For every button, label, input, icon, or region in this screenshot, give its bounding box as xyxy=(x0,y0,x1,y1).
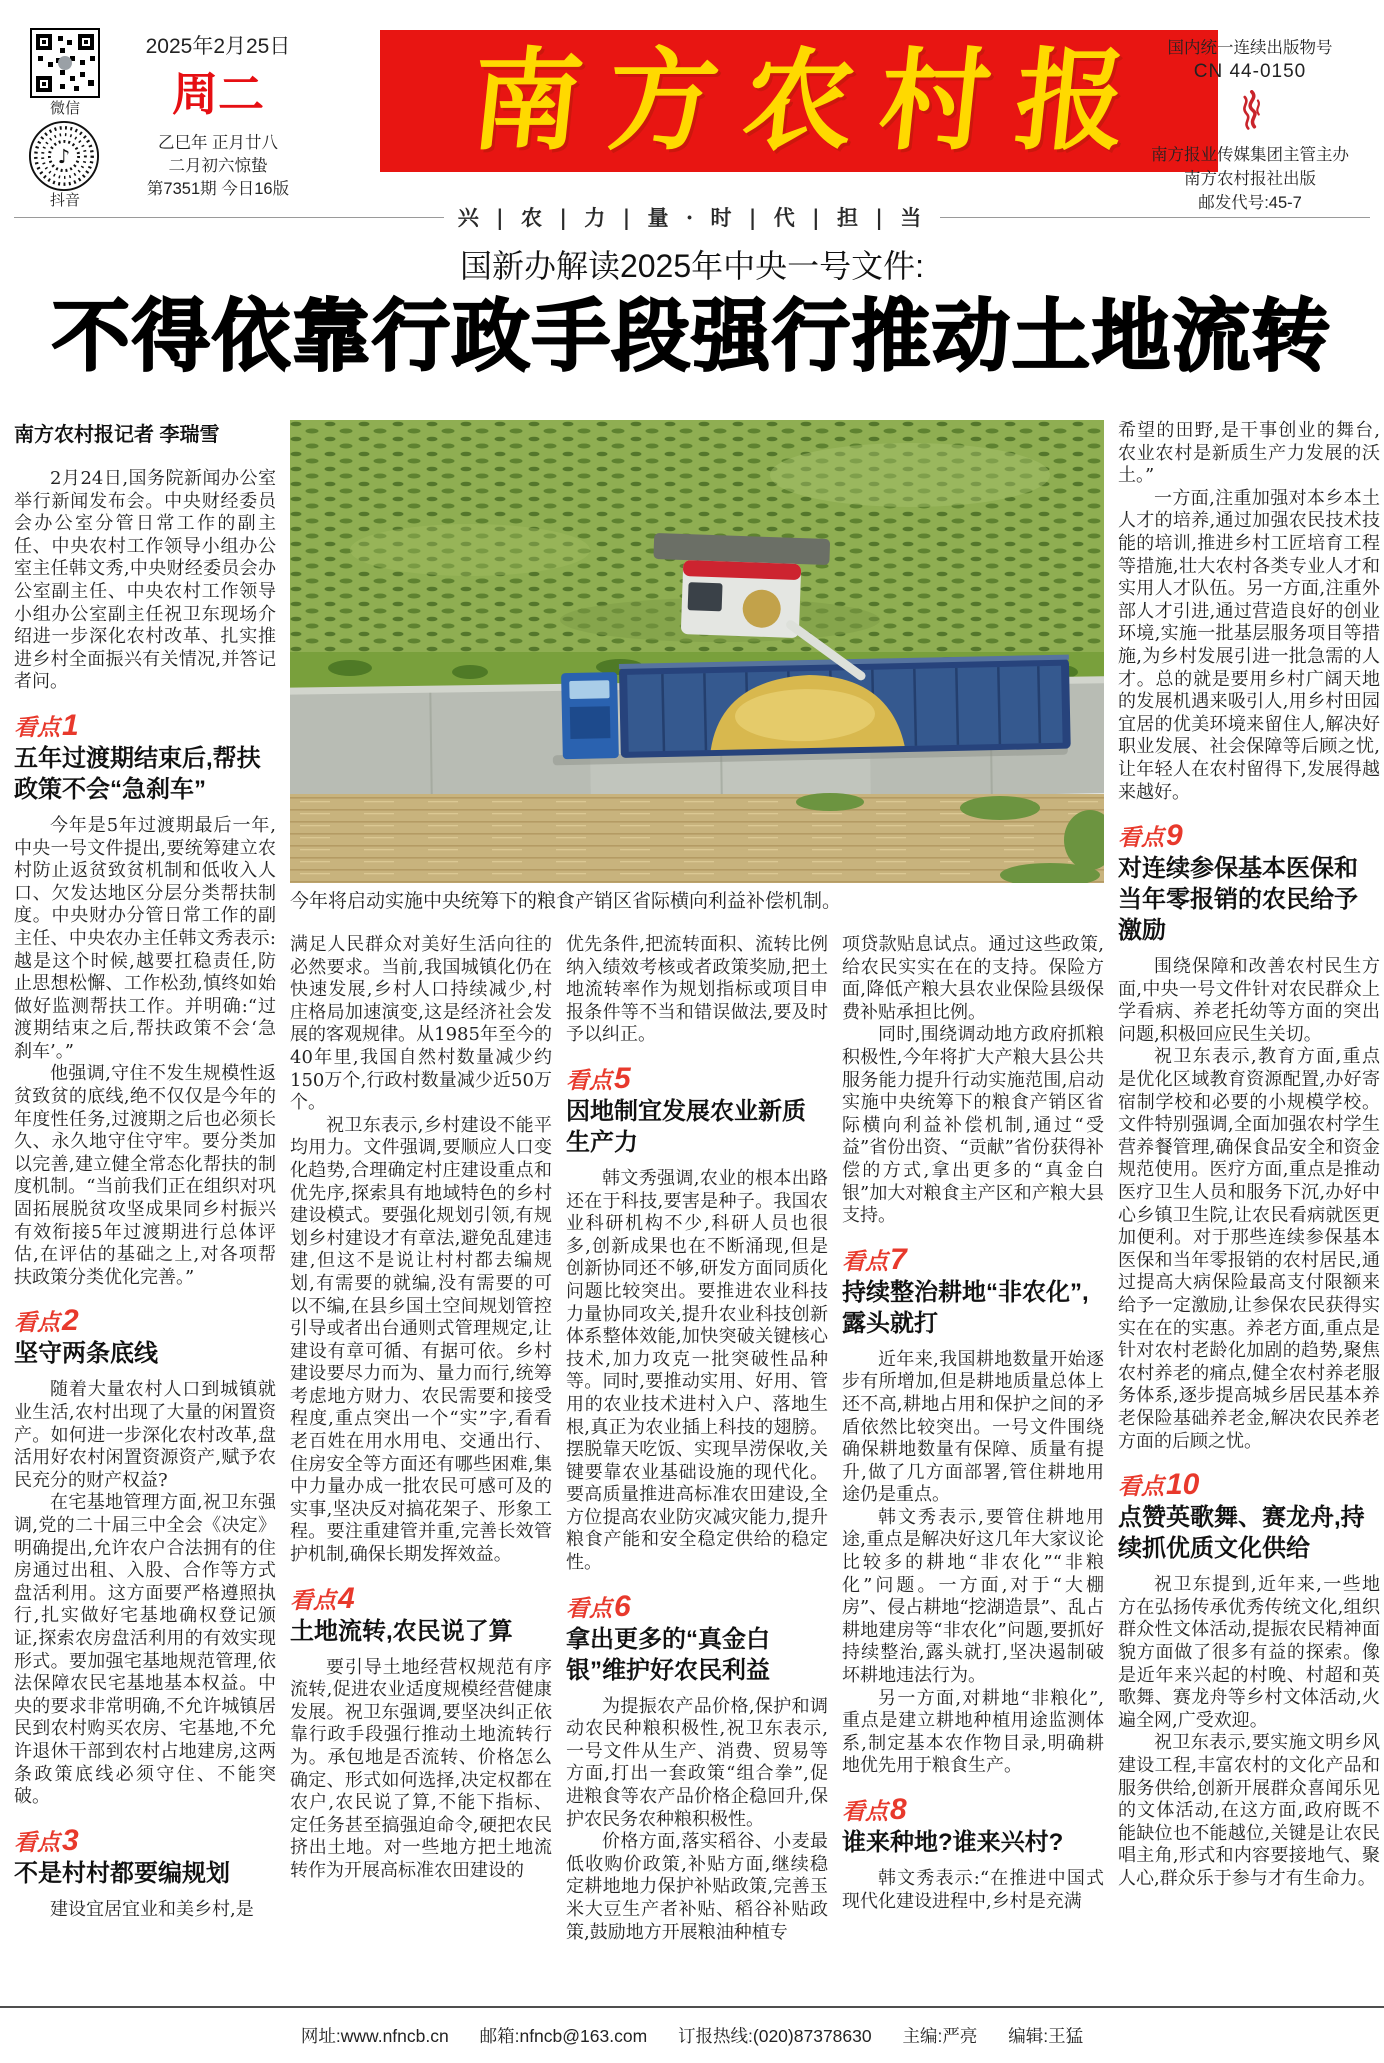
news-photo xyxy=(290,420,1104,883)
body-paragraph: 要引导土地经营权规范有序流转,促进农业适度规模经营健康发展。祝卫东强调,要坚决纠正依靠行政手段强行推动土地流转行为。承包地是否流转、价格怎么确定、形式如何选择,决定权都在农户,农民说了算,不能下指标、定任务甚至搞强迫命令,硬把农民挤出土地。对一些地方把土地流转作为开展高标准农田建设的 xyxy=(290,1656,552,1881)
section-title: 因地制宜发展农业新质生产力 xyxy=(566,1097,806,1156)
body-paragraph: 韩文秀表示:“在推进中国式现代化建设进程中,乡村是充满 xyxy=(842,1868,1104,1912)
date-block xyxy=(102,34,334,201)
footer-website: 网址:www.nfncb.cn xyxy=(300,2026,449,2046)
highlight-label xyxy=(14,1304,276,1338)
douyin-qr-code xyxy=(28,120,100,192)
qr-icon xyxy=(28,120,100,192)
section-title: 点赞英歌舞、赛龙舟,持续抓优质文化供给 xyxy=(1118,1504,1365,1563)
slogan-text: 兴 | 农 | 力 | 量 · 时 | 代 | 担 | 当 xyxy=(457,205,927,230)
highlight-label xyxy=(1118,819,1380,853)
column-4 xyxy=(842,934,1104,2006)
body-paragraph: 为提振农产品价格,保护和调动农民种粮积极性,祝卫东表示,一号文件从生产、消费、贸易等方面,打出一套政策“组合拳”,促进粮食等农产品价格企稳回升,保护农民务农种粮积极性。 xyxy=(566,1695,828,1830)
main-headline: 不得依靠行政手段强行推动土地流转 xyxy=(51,292,1332,380)
body-paragraph: 祝卫东表示,乡村建设不能平均用力。文件强调,要顺应人口变化趋势,合理确定村庄建设重点和优先序,探索具有地域特色的乡村建设模式。要强化规划引领,有规划乡村建设才有章法,避免乱建违建,但这不是说让村村都去编规划,有需要的就编,没有需要的可以不编,在县乡国土空间规划管控引导或者出台通则式管理规定,让建设有章可循、有据可依。乡村建设要尽力而为、量力而行,统筹考虑地方财力、农民需要和接受程度,重点突出一个“实”字,看看老百姓在用水用电、交通出行、住房安全等方面还有哪些困难,集中力量办成一批农民可感可及的实事,坚决反对搞花架子、形象工程。要注重建管并重,完善长效管护机制,确保长期发挥效益。 xyxy=(290,1114,552,1566)
footer xyxy=(0,2024,1384,2048)
lunar-date: 乙巳年 正月廿八 xyxy=(157,134,279,152)
highlight-label-text: 看点 xyxy=(842,1798,888,1824)
body-paragraph: 祝卫东提到,近年来,一些地方在弘扬传承优秀传统文化,组织群众性文体活动,提振农民精神面貌方面做了很多有益的探索。像是近年来兴起的村晚、村超和英歌舞、赛龙舟等乡村文体活动,火遍全网,广受欢迎。 xyxy=(1118,1574,1380,1731)
body-paragraph: 优先条件,把流转面积、流转比例纳入绩效考核或者政策奖励,把土地流转率作为规划指标或项目申报条件等不当和错误做法,要及时予以纠正。 xyxy=(566,934,828,1046)
highlight-label-text: 看点 xyxy=(842,1247,888,1274)
section-title: 持续整治耕地“非农化”,露头就打 xyxy=(842,1278,1089,1337)
postal-code: 邮发代号:45-7 xyxy=(1198,194,1302,212)
body-paragraph: 希望的田野,是干事创业的舞台,农业农村是新质生产力发展的沃土。” xyxy=(1118,420,1380,487)
footer-email: 邮箱:nfncb@163.com xyxy=(479,2026,648,2046)
highlight-label xyxy=(14,1823,276,1857)
body-paragraph: 满足人民群众对美好生活向往的必然要求。当前,我国城镇化仍在快速发展,乡村人口持续减少,村庄格局加速演变,这是经济社会发展的客观规律。从1985年至今的40年里,我国自然村数量减少约150万个,行政村数量减少近50万个。 xyxy=(290,934,552,1114)
body-paragraph: 同时,围绕调动地方政府抓粮积极性,今年将扩大产粮大县公共服务能力提升行动实施范围,启动实施中央统筹下的粮食产销区省际横向利益补偿机制,通过“受益”省份出资、“贡献”省份获得补偿的方式,拿出更多的“真金白银”加大对粮食主产区和产粮大县支持。 xyxy=(842,1024,1104,1227)
body-paragraph: 另一方面,对耕地“非粮化”,重点是建立耕地种植用途监测体系,制定基本农作物目录,明确耕地优先用于粮食生产。 xyxy=(842,1687,1104,1777)
headline-kicker: 国新办解读2025年中央一号文件: xyxy=(459,248,925,284)
highlight-label xyxy=(842,1242,1104,1276)
highlight-label xyxy=(14,708,276,742)
section-title: 谁来种地?谁来兴村? xyxy=(842,1829,1064,1856)
publication-info xyxy=(1124,36,1376,215)
highlight-label-text: 看点 xyxy=(1118,824,1164,851)
svg-text:♪: ♪ xyxy=(57,144,71,168)
body-paragraph: 建设宜居宜业和美乡村,是 xyxy=(50,1898,254,1920)
body-paragraph: 在宅基地管理方面,祝卫东强调,党的二十届三中全会《决定》明确提出,允许农户合法拥有的住房通过出租、入股、合作等方式盘活利用。这方面要严格遵照执行,扎实做好宅基地确权登记颁证,探索农房盘活利用的有效实现形式。要加强宅基地规范管理,依法保障农民宅基地基本权益。中央的要求非常明确,不允许城镇居民到农村购买农房、宅基地,不允许退休干部到农村占地建房,这两条政策底线必须守住、不能突破。 xyxy=(14,1492,276,1808)
footer-editor: 编辑:王猛 xyxy=(1008,2026,1084,2046)
issue-info: 第7351期 今日16版 xyxy=(146,180,290,198)
highlight-label-text: 看点 xyxy=(566,1594,612,1621)
issn-label: 国内统一连续出版物号 xyxy=(1167,39,1333,57)
douyin-qr-label: 抖音 xyxy=(49,192,80,209)
publisher: 南方农村报社出版 xyxy=(1184,170,1316,188)
body-paragraph: 祝卫东表示,教育方面,重点是优化区域教育资源配置,办好寄宿制学校和必要的小规模学校。文件特别强调,全面加强农村学生营养餐管理,确保食品安全和资金规范使用。医疗方面,重点是推动医疗卫生人员和服务下沉,办好中心乡镇卫生院,让农民看病就医更加便利。对于那些连续参保基本医保和当年零报销的农村居民,通过提高大病保险最高支付限额来给予一定激励,让参保农民获得实实在在的实惠。养老方面,重点是针对农村老龄化加剧的趋势,聚焦农村养老的痛点,健全农村养老服务体系,逐步提高城乡居民基本养老保险基础养老金,解决农民养老方面的后顾之忧。 xyxy=(1118,1046,1380,1452)
highlight-label-number: 3 xyxy=(62,1823,79,1857)
body-paragraph: 近年来,我国耕地数量开始逐步有所增加,但是耕地质量总体上还不高,耕地占用和保护之间的矛盾依然比较突出。一号文件围绕确保耕地数量有保障、质量有提升,做了几方面部署,管住耕地用途仍是重点。 xyxy=(842,1348,1104,1506)
masthead xyxy=(380,30,1218,172)
byline: 南方农村报记者 李瑞雪 xyxy=(14,424,220,446)
body-paragraph: 韩文秀表示,要管住耕地用途,重点是解决好这几年大家议论比较多的耕地“非农化”“非粮化”问题。一方面,对于“大棚房”、侵占耕地“挖湖造景”、乱占耕地建房等“非农化”问题,要抓好持续整治,露头就打,坚决遏制破坏耕地违法行为。 xyxy=(842,1506,1104,1687)
weekday: 周二 xyxy=(172,68,264,120)
footer-chief-editor: 主编:严亮 xyxy=(902,2026,978,2046)
body-paragraph: 项贷款贴息试点。通过这些政策,给农民实实在在的支持。保险方面,降低产粮大县农业保险县级保费补贴承担比例。 xyxy=(842,934,1104,1023)
highlight-label-text: 看点 xyxy=(14,713,60,740)
highlight-label xyxy=(842,1793,1104,1826)
highlight-label xyxy=(566,1589,828,1623)
highlight-label-text: 看点 xyxy=(566,1066,612,1093)
highlight-label-number: 10 xyxy=(1166,1468,1200,1502)
section-title: 不是村村都要编规划 xyxy=(14,1859,230,1887)
publisher-supervisor: 南方报业传媒集团主管主办 xyxy=(1151,146,1349,164)
highlight-label-number: 2 xyxy=(62,1304,79,1338)
body-paragraph: 祝卫东表示,要实施文明乡风建设工程,丰富农村的文化产品和服务供给,创新开展群众喜闻乐见的文体活动,在这方面,政府既不能缺位也不能越位,关键是让农民唱主角,形式和内容要接地气、聚人心,群众乐于参与才有生命力。 xyxy=(1118,1732,1380,1889)
body-paragraph: 2月24日,国务院新闻办公室举行新闻发布会。中央财经委员会办公室分管日常工作的副主任、中央农村工作领导小组办公室主任韩文秀,中央财经委员会办公室副主任、中央农村工作领导小组办公室副主任祝卫东现场介绍进一步深化农村改革、扎实推进乡村全面振兴有关情况,并答记者问。 xyxy=(14,468,276,693)
highlight-label-number: 6 xyxy=(614,1589,631,1623)
body-paragraph: 韩文秀强调,农业的根本出路还在于科技,要害是种子。我国农业科研机构不少,科研人员也很多,创新成果也在不断涌现,但是创新协同还不够,研发方面同质化问题比较突出。要推进农业科技力量协同攻关,提升农业科技创新体系整体效能,加快突破关键核心技术,加力攻克一批突破性品种等。同时,要推动实用、好用、管用的农业技术进村入户、落地生根,真正为农业插上科技的翅膀。摆脱靠天吃饭、实现旱涝保收,关键要靠农业基础设施的现代化。要高质量推进高标准农田建设,全方位提高农业防灾减灾能力,提升粮食产能和安全稳定供给的稳定性。 xyxy=(566,1167,828,1574)
photo-caption: 今年将启动实施中央统筹下的粮食产销区省际横向利益补偿机制。 xyxy=(290,891,842,912)
highlight-label-number: 1 xyxy=(62,708,79,742)
highlight-label xyxy=(1118,1468,1380,1502)
highlight-label-text: 看点 xyxy=(14,1828,60,1855)
wechat-qr-label: 微信 xyxy=(49,100,80,117)
highlight-label xyxy=(566,1061,828,1095)
highlight-label-number: 8 xyxy=(890,1793,907,1826)
publication-date: 2025年2月25日 xyxy=(145,35,291,58)
wechat-qr-code xyxy=(30,28,100,98)
publisher-logo-icon xyxy=(1232,90,1268,132)
highlight-label-number: 7 xyxy=(890,1242,907,1276)
footer-hotline: 订报热线:(020)87378630 xyxy=(678,2026,872,2046)
highlight-label-number: 9 xyxy=(1166,819,1183,853)
section-title: 坚守两条底线 xyxy=(14,1340,158,1368)
body-paragraph: 他强调,守住不发生规模性返贫致贫的底线,绝不仅仅是今年的年度性任务,过渡期之后也必须长久、永久地守住守牢。要分类加以完善,建立健全常态化帮扶的制度机制。“当前我们正在组织对巩固拓展脱贫攻坚成果同乡村振兴有效衔接5年过渡期进行总体评估,在评估的基础之上,对各项帮扶政策分类优化完善。” xyxy=(14,1063,276,1288)
highlight-label-text: 看点 xyxy=(14,1309,60,1336)
footer-divider xyxy=(0,2006,1384,2008)
highlight-label-text: 看点 xyxy=(1118,1473,1164,1500)
issn-code: CN 44-0150 xyxy=(1193,61,1307,82)
column-3 xyxy=(566,934,828,2006)
body-paragraph: 价格方面,落实稻谷、小麦最低收购价政策,补贴方面,继续稳定耕地地力保护补贴政策,完善玉米大豆生产者补贴、稻谷补贴政策,鼓励地方开展粮油种植专 xyxy=(566,1831,828,1943)
section-title: 五年过渡期结束后,帮扶政策不会“急刹车” xyxy=(14,744,261,803)
body-paragraph: 围绕保障和改善农村民生方面,中央一号文件针对农民群众上学看病、养老托幼等方面的突出问题,积极回应民生关切。 xyxy=(1118,956,1380,1045)
highlight-label-text: 看点 xyxy=(290,1586,336,1613)
divider-line xyxy=(940,217,1370,218)
column-1 xyxy=(14,420,276,2000)
column-5 xyxy=(1118,420,1380,2006)
section-title: 土地流转,农民说了算 xyxy=(290,1617,513,1645)
slogan-row xyxy=(14,202,1370,232)
newspaper-title: 南方农村报 xyxy=(465,36,1159,165)
qr-icon xyxy=(30,28,100,98)
highlight-label xyxy=(290,1581,552,1615)
body-paragraph: 今年是5年过渡期最后一年,中央一号文件提出,要统筹建立农村防止返贫致贫机制和低收入人口、欠发达地区分层分类帮扶制度。中央财办分管日常工作的副主任、中央农办主任韩文秀表示:越是这个时候,越要扛稳责任,防止思想松懈、工作松劲,慎终如始做好监测帮扶工作。并明确:“过渡期结束之后,帮扶政策不会‘急刹车’。” xyxy=(14,814,276,1062)
body-paragraph: 一方面,注重加强对本乡本土人才的培养,通过加强农民技术技能的培训,推进乡村工匠培育工程等措施,壮大农村各类专业人才和实用人才队伍。另一方面,注重外部人才引进,通过营造良好的创业环境,实施一批基层服务项目等措施,为乡村发展引进一批急需的人才。总的就是要用乡村广阔天地的发展机遇来吸引人,用乡村田园宜居的优美环境来留住人,解决好职业发展、社会保障等后顾之忧,让年轻人在农村留得下,发展得越来越好。 xyxy=(1118,487,1380,803)
highlight-label-number: 4 xyxy=(338,1581,355,1615)
column-2 xyxy=(290,934,552,2006)
body-paragraph: 随着大量农村人口到城镇就业生活,农村出现了大量的闲置资产。如何进一步深化农村改革,盘活用好农村闲置资源资产,赋予农民充分的财产权益? xyxy=(14,1379,276,1491)
solar-term-date: 二月初六惊蛰 xyxy=(168,157,268,175)
highlight-label-number: 5 xyxy=(614,1061,631,1095)
divider-line xyxy=(14,217,444,218)
section-title: 对连续参保基本医保和当年零报销的农民给予激励 xyxy=(1118,855,1358,945)
section-title: 拿出更多的“真金白银”维护好农民利益 xyxy=(566,1625,770,1684)
